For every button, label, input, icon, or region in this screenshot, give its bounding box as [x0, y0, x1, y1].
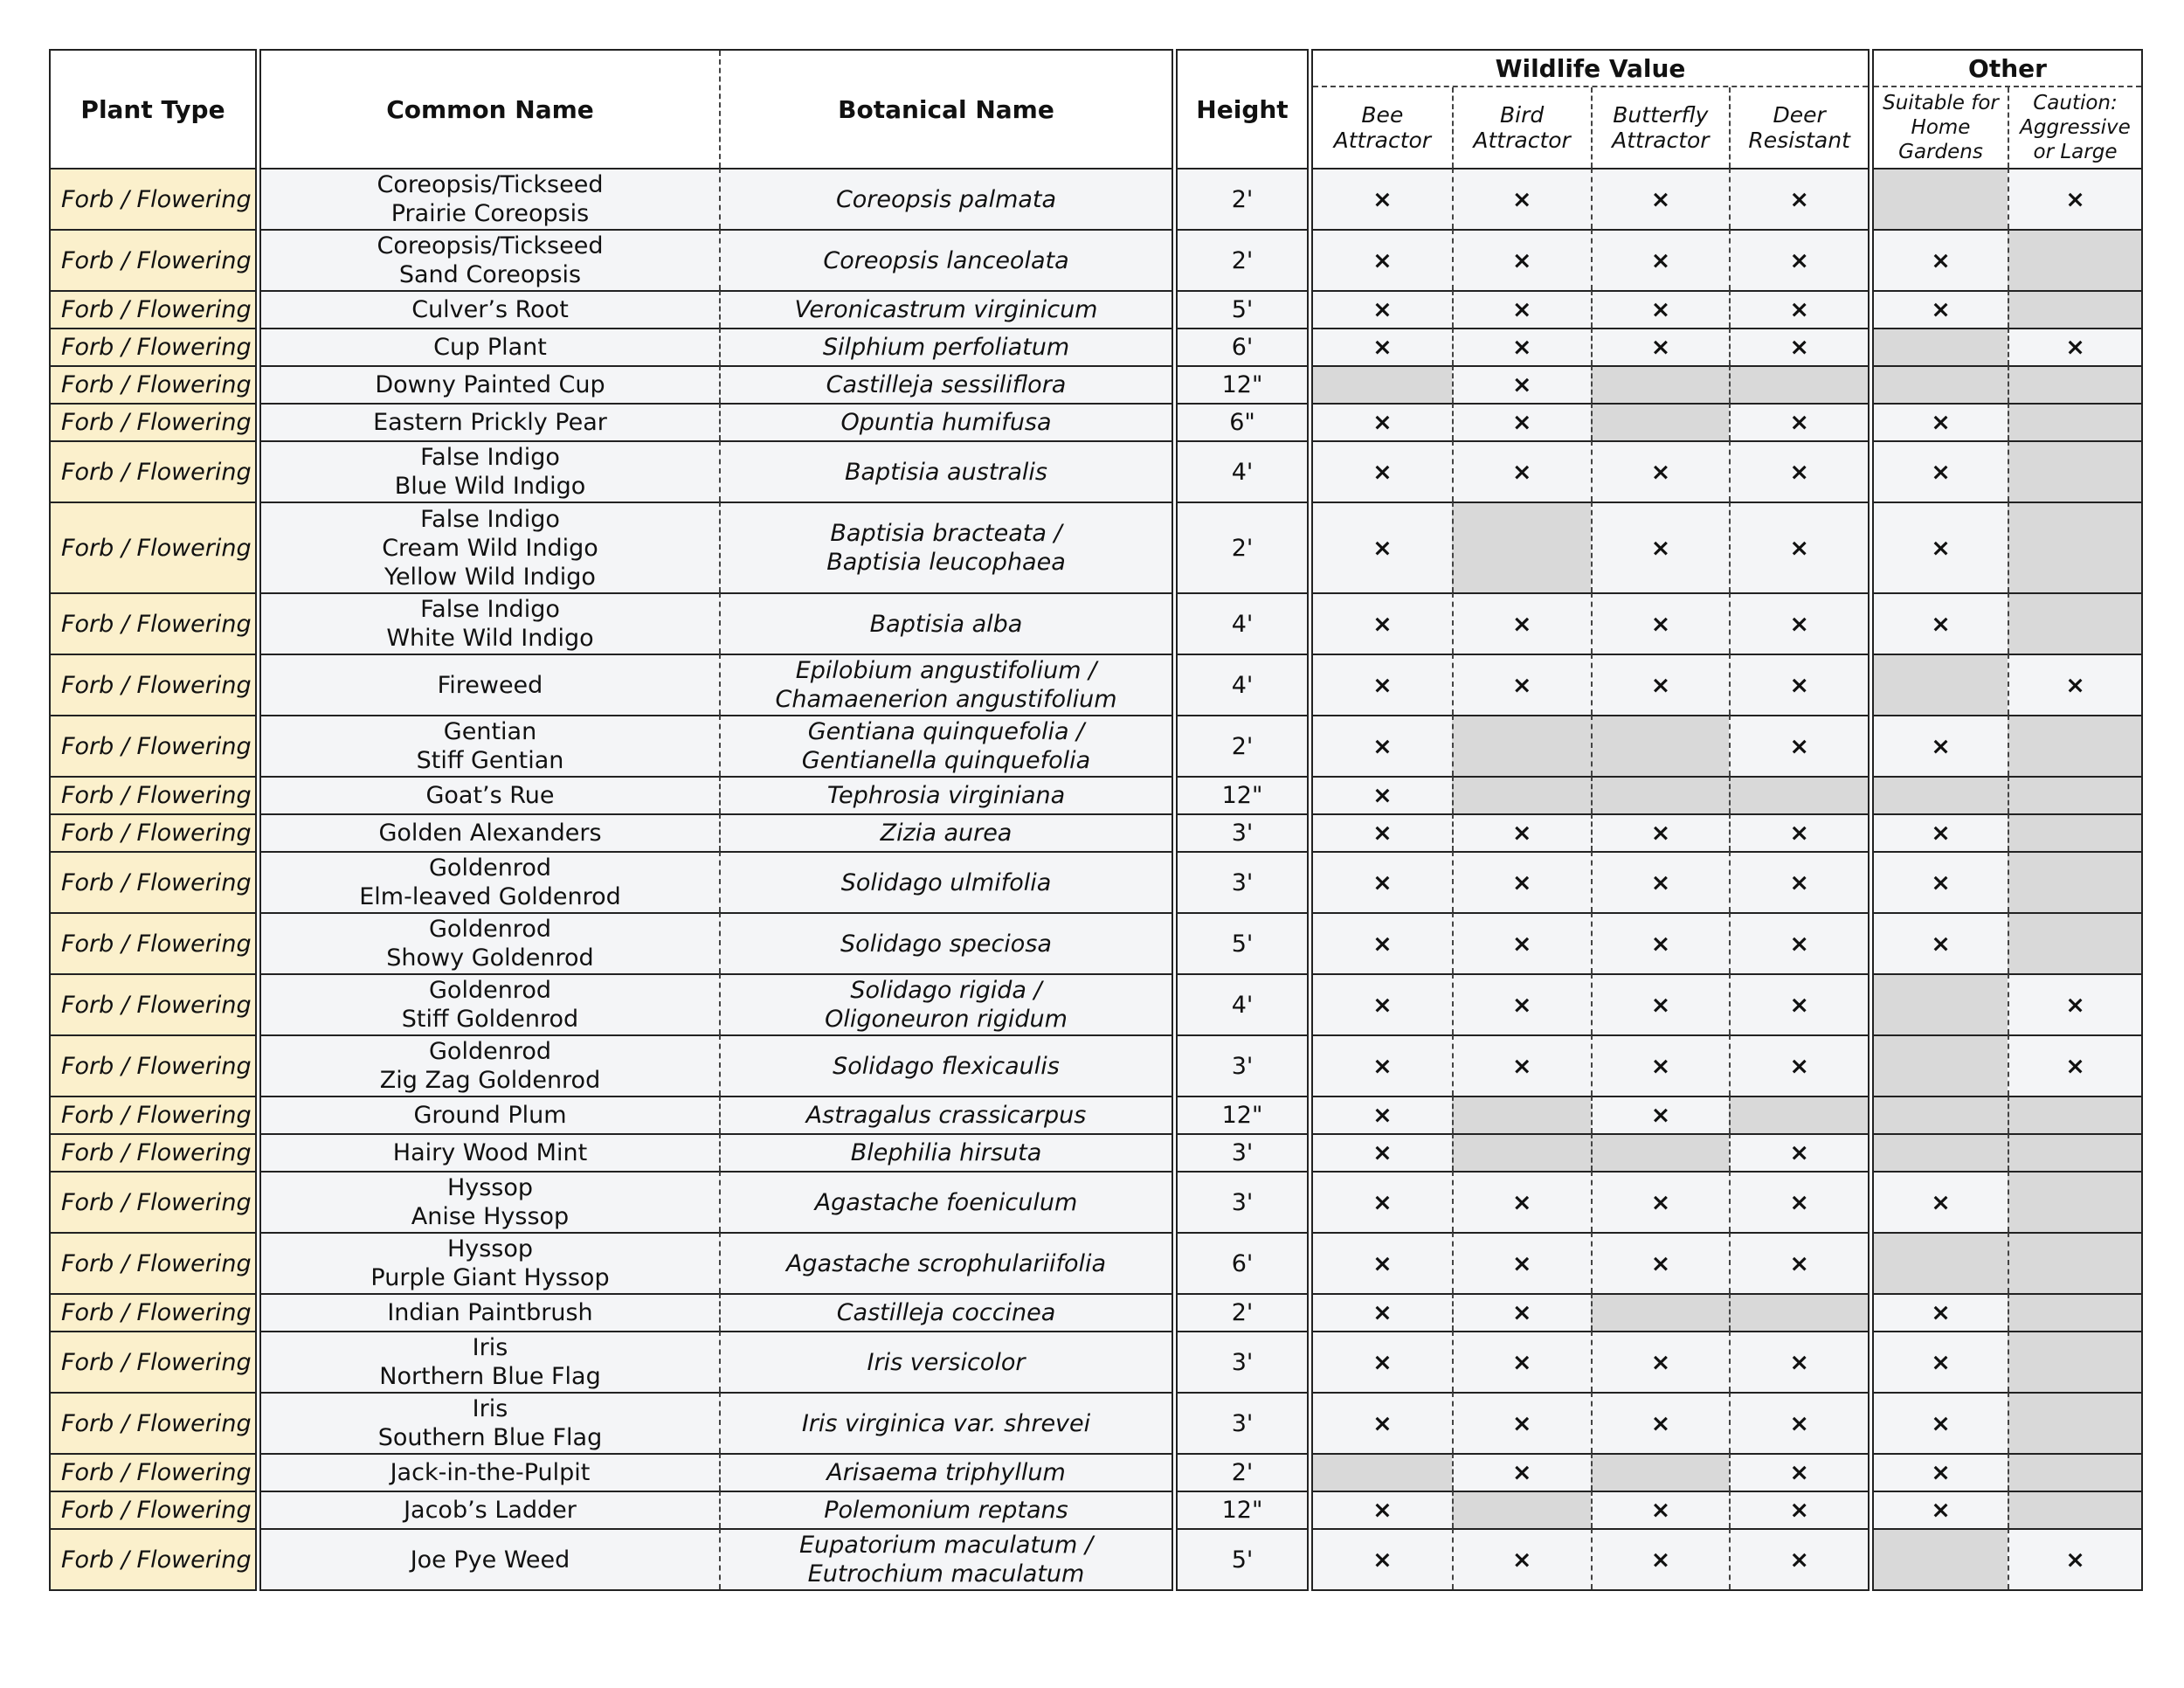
deer-cell: ×	[1729, 440, 1868, 502]
garden-cell	[1874, 1133, 2008, 1171]
plant-type-cell: Forb / Flowering	[51, 1133, 255, 1171]
height-cell: 6'	[1178, 1232, 1307, 1293]
garden-cell	[1874, 365, 2008, 403]
common-name-cell: Indian Paintbrush	[261, 1293, 719, 1331]
bee-cell: ×	[1313, 851, 1452, 912]
height-cell: 5'	[1178, 912, 1307, 973]
botanical-name-cell: Epilobium angustifolium / Chamaenerion angustifolium	[719, 654, 1171, 715]
bee-cell: ×	[1313, 1392, 1452, 1453]
botanical-name-cell: Solidago ulmifolia	[719, 851, 1171, 912]
garden-cell: ×	[1874, 813, 2008, 851]
height-cell: 3'	[1178, 1392, 1307, 1453]
bee-cell: ×	[1313, 1096, 1452, 1133]
bee-cell: ×	[1313, 813, 1452, 851]
deer-cell: ×	[1729, 715, 1868, 776]
butterfly-cell	[1591, 403, 1730, 440]
butterfly-cell: ×	[1591, 1096, 1730, 1133]
garden-cell	[1874, 776, 2008, 813]
plant-type-cell: Forb / Flowering	[51, 1034, 255, 1096]
plant-table	[49, 49, 2143, 1590]
botanical-name-cell: Iris virginica var. shrevei	[719, 1392, 1171, 1453]
height-cell: 2'	[1178, 1293, 1307, 1331]
caution-cell	[2008, 502, 2141, 592]
bird-cell: ×	[1452, 229, 1591, 290]
height-cell: 4'	[1178, 973, 1307, 1034]
height-cell: 2'	[1178, 229, 1307, 290]
botanical-name-cell: Coreopsis lanceolata	[719, 229, 1171, 290]
common-name-cell: Golden Alexanders	[261, 813, 719, 851]
plant-type-cell: Forb / Flowering	[51, 776, 255, 813]
height-column	[1176, 49, 1309, 1591]
botanical-name-cell: Solidago flexicaulis	[719, 1034, 1171, 1096]
butterfly-cell: ×	[1591, 440, 1730, 502]
caution-cell	[2008, 1491, 2141, 1528]
plant-type-cell: Forb / Flowering	[51, 1453, 255, 1491]
garden-cell	[1874, 328, 2008, 365]
garden-cell	[1874, 1034, 2008, 1096]
common-name-cell: Ground Plum	[261, 1096, 719, 1133]
bee-cell: ×	[1313, 1133, 1452, 1171]
deer-cell	[1729, 1293, 1868, 1331]
butterfly-cell: ×	[1591, 1528, 1730, 1589]
bird-cell: ×	[1452, 328, 1591, 365]
deer-cell: ×	[1729, 592, 1868, 654]
botanical-name-cell: Agastache foeniculum	[719, 1171, 1171, 1232]
common-name-cell: False Indigo White Wild Indigo	[261, 592, 719, 654]
bee-cell: ×	[1313, 912, 1452, 973]
common-name-cell: Gentian Stiff Gentian	[261, 715, 719, 776]
bird-cell: ×	[1452, 403, 1591, 440]
plant-type-column	[49, 49, 257, 1591]
common-name-cell: Goat’s Rue	[261, 776, 719, 813]
height-cell: 2'	[1178, 1453, 1307, 1491]
deer-cell: ×	[1729, 1392, 1868, 1453]
height-cell: 4'	[1178, 654, 1307, 715]
height-cell: 4'	[1178, 592, 1307, 654]
deer-cell: ×	[1729, 1232, 1868, 1293]
other-columns	[1872, 49, 2143, 1591]
garden-cell	[1874, 654, 2008, 715]
butterfly-cell	[1591, 1453, 1730, 1491]
bird-cell	[1452, 1491, 1591, 1528]
height-cell: 5'	[1178, 290, 1307, 328]
plant-type-cell: Forb / Flowering	[51, 813, 255, 851]
height-cell: 2'	[1178, 502, 1307, 592]
bee-cell: ×	[1313, 1232, 1452, 1293]
plant-type-cell: Forb / Flowering	[51, 502, 255, 592]
butterfly-cell: ×	[1591, 851, 1730, 912]
height-header: Height	[1178, 51, 1307, 168]
botanical-name-cell: Coreopsis palmata	[719, 168, 1171, 229]
height-cell: 6"	[1178, 403, 1307, 440]
common-name-cell: Goldenrod Zig Zag Goldenrod	[261, 1034, 719, 1096]
other-header: Other	[1874, 51, 2141, 87]
bee-cell: ×	[1313, 592, 1452, 654]
garden-cell: ×	[1874, 1171, 2008, 1232]
plant-type-cell: Forb / Flowering	[51, 1491, 255, 1528]
caution-cell	[2008, 440, 2141, 502]
botanical-name-cell: Arisaema triphyllum	[719, 1453, 1171, 1491]
height-cell: 3'	[1178, 851, 1307, 912]
bird-cell	[1452, 1133, 1591, 1171]
deer-cell: ×	[1729, 1034, 1868, 1096]
botanical-name-cell: Baptisia bracteata / Baptisia leucophaea	[719, 502, 1171, 592]
butterfly-cell: ×	[1591, 1171, 1730, 1232]
botanical-name-cell: Castilleja coccinea	[719, 1293, 1171, 1331]
common-name-cell: Goldenrod Stiff Goldenrod	[261, 973, 719, 1034]
garden-cell: ×	[1874, 229, 2008, 290]
height-cell: 3'	[1178, 1331, 1307, 1392]
name-columns	[259, 49, 1173, 1591]
botanical-name-cell: Baptisia australis	[719, 440, 1171, 502]
caution-cell: ×	[2008, 328, 2141, 365]
butterfly-cell: ×	[1591, 592, 1730, 654]
height-cell: 12"	[1178, 1491, 1307, 1528]
caution-cell	[2008, 1232, 2141, 1293]
deer-cell: ×	[1729, 1171, 1868, 1232]
bee-cell: ×	[1313, 715, 1452, 776]
bird-cell: ×	[1452, 1331, 1591, 1392]
botanical-name-cell: Agastache scrophulariifolia	[719, 1232, 1171, 1293]
bird-cell	[1452, 502, 1591, 592]
caution-cell	[2008, 592, 2141, 654]
butterfly-cell: ×	[1591, 1034, 1730, 1096]
plant-type-cell: Forb / Flowering	[51, 1392, 255, 1453]
bee-cell: ×	[1313, 1331, 1452, 1392]
botanical-name-cell: Polemonium reptans	[719, 1491, 1171, 1528]
common-name-cell: Jacob’s Ladder	[261, 1491, 719, 1528]
caution-cell	[2008, 776, 2141, 813]
caution-cell	[2008, 1096, 2141, 1133]
garden-cell: ×	[1874, 1293, 2008, 1331]
plant-type-cell: Forb / Flowering	[51, 592, 255, 654]
common-name-cell: Eastern Prickly Pear	[261, 403, 719, 440]
wildlife-value-columns	[1311, 49, 1870, 1591]
height-cell: 12"	[1178, 1096, 1307, 1133]
deer-resistant-header: Deer Resistant	[1729, 87, 1868, 168]
common-name-cell: Iris Southern Blue Flag	[261, 1392, 719, 1453]
bee-cell: ×	[1313, 1491, 1452, 1528]
butterfly-cell: ×	[1591, 1392, 1730, 1453]
plant-type-cell: Forb / Flowering	[51, 973, 255, 1034]
deer-cell: ×	[1729, 1453, 1868, 1491]
bee-cell: ×	[1313, 403, 1452, 440]
caution-cell: ×	[2008, 654, 2141, 715]
garden-cell	[1874, 168, 2008, 229]
common-name-cell: Coreopsis/Tickseed Sand Coreopsis	[261, 229, 719, 290]
caution-cell	[2008, 813, 2141, 851]
caution-cell: ×	[2008, 168, 2141, 229]
garden-cell: ×	[1874, 592, 2008, 654]
butterfly-cell: ×	[1591, 328, 1730, 365]
home-gardens-header: Suitable for Home Gardens	[1874, 87, 2008, 168]
botanical-name-cell: Silphium perfoliatum	[719, 328, 1171, 365]
bee-cell: ×	[1313, 1171, 1452, 1232]
botanical-name-cell: Blephilia hirsuta	[719, 1133, 1171, 1171]
common-name-cell: Culver’s Root	[261, 290, 719, 328]
plant-type-cell: Forb / Flowering	[51, 851, 255, 912]
butterfly-cell: ×	[1591, 1331, 1730, 1392]
deer-cell: ×	[1729, 654, 1868, 715]
bird-cell: ×	[1452, 592, 1591, 654]
bee-cell: ×	[1313, 1293, 1452, 1331]
botanical-name-cell: Opuntia humifusa	[719, 403, 1171, 440]
deer-cell	[1729, 365, 1868, 403]
garden-cell	[1874, 1528, 2008, 1589]
plant-type-cell: Forb / Flowering	[51, 365, 255, 403]
bee-cell	[1313, 365, 1452, 403]
caution-cell	[2008, 1293, 2141, 1331]
caution-cell	[2008, 1133, 2141, 1171]
garden-cell	[1874, 973, 2008, 1034]
garden-cell	[1874, 1232, 2008, 1293]
butterfly-cell	[1591, 1133, 1730, 1171]
deer-cell: ×	[1729, 290, 1868, 328]
caution-cell	[2008, 851, 2141, 912]
garden-cell: ×	[1874, 290, 2008, 328]
deer-cell: ×	[1729, 912, 1868, 973]
caution-cell	[2008, 1453, 2141, 1491]
height-cell: 2'	[1178, 715, 1307, 776]
deer-cell: ×	[1729, 1528, 1868, 1589]
bird-cell: ×	[1452, 1232, 1591, 1293]
plant-type-cell: Forb / Flowering	[51, 1331, 255, 1392]
garden-cell: ×	[1874, 1331, 2008, 1392]
garden-cell: ×	[1874, 912, 2008, 973]
deer-cell: ×	[1729, 1491, 1868, 1528]
garden-cell: ×	[1874, 502, 2008, 592]
plant-type-cell: Forb / Flowering	[51, 440, 255, 502]
bird-cell: ×	[1452, 365, 1591, 403]
caution-cell	[2008, 912, 2141, 973]
bird-cell: ×	[1452, 290, 1591, 328]
common-name-cell: Hyssop Anise Hyssop	[261, 1171, 719, 1232]
butterfly-cell: ×	[1591, 1491, 1730, 1528]
height-cell: 12"	[1178, 776, 1307, 813]
butterfly-cell: ×	[1591, 654, 1730, 715]
butterfly-cell: ×	[1591, 973, 1730, 1034]
plant-type-cell: Forb / Flowering	[51, 168, 255, 229]
deer-cell: ×	[1729, 973, 1868, 1034]
bird-cell: ×	[1452, 168, 1591, 229]
common-name-cell: Fireweed	[261, 654, 719, 715]
plant-type-cell: Forb / Flowering	[51, 229, 255, 290]
caution-cell	[2008, 1392, 2141, 1453]
deer-cell: ×	[1729, 328, 1868, 365]
garden-cell: ×	[1874, 1491, 2008, 1528]
deer-cell: ×	[1729, 502, 1868, 592]
common-name-header: Common Name	[261, 51, 719, 168]
bee-cell: ×	[1313, 502, 1452, 592]
bird-cell: ×	[1452, 1392, 1591, 1453]
bee-cell: ×	[1313, 168, 1452, 229]
bee-cell: ×	[1313, 1528, 1452, 1589]
botanical-name-cell: Tephrosia virginiana	[719, 776, 1171, 813]
botanical-name-cell: Iris versicolor	[719, 1331, 1171, 1392]
butterfly-cell: ×	[1591, 502, 1730, 592]
bird-cell: ×	[1452, 1528, 1591, 1589]
common-name-cell: Hairy Wood Mint	[261, 1133, 719, 1171]
bird-cell	[1452, 1096, 1591, 1133]
bee-cell: ×	[1313, 654, 1452, 715]
caution-cell	[2008, 1331, 2141, 1392]
bee-cell: ×	[1313, 973, 1452, 1034]
butterfly-cell	[1591, 1293, 1730, 1331]
garden-cell: ×	[1874, 1392, 2008, 1453]
plant-type-cell: Forb / Flowering	[51, 1528, 255, 1589]
botanical-name-cell: Veronicastrum virginicum	[719, 290, 1171, 328]
height-cell: 5'	[1178, 1528, 1307, 1589]
bird-cell: ×	[1452, 1293, 1591, 1331]
bird-cell: ×	[1452, 654, 1591, 715]
plant-type-cell: Forb / Flowering	[51, 1293, 255, 1331]
bird-cell: ×	[1452, 1034, 1591, 1096]
common-name-cell: Goldenrod Elm-leaved Goldenrod	[261, 851, 719, 912]
bird-cell: ×	[1452, 1171, 1591, 1232]
plant-type-cell: Forb / Flowering	[51, 1096, 255, 1133]
plant-type-cell: Forb / Flowering	[51, 403, 255, 440]
caution-cell: ×	[2008, 973, 2141, 1034]
bird-cell	[1452, 776, 1591, 813]
common-name-cell: Iris Northern Blue Flag	[261, 1331, 719, 1392]
botanical-name-cell: Solidago speciosa	[719, 912, 1171, 973]
common-name-cell: Joe Pye Weed	[261, 1528, 719, 1589]
deer-cell: ×	[1729, 168, 1868, 229]
height-cell: 3'	[1178, 1133, 1307, 1171]
caution-cell	[2008, 365, 2141, 403]
common-name-cell: Goldenrod Showy Goldenrod	[261, 912, 719, 973]
height-cell: 4'	[1178, 440, 1307, 502]
bee-cell: ×	[1313, 776, 1452, 813]
deer-cell: ×	[1729, 229, 1868, 290]
height-cell: 3'	[1178, 813, 1307, 851]
plant-type-cell: Forb / Flowering	[51, 290, 255, 328]
butterfly-cell: ×	[1591, 813, 1730, 851]
deer-cell: ×	[1729, 403, 1868, 440]
butterfly-cell: ×	[1591, 1232, 1730, 1293]
plant-type-cell: Forb / Flowering	[51, 912, 255, 973]
plant-type-cell: Forb / Flowering	[51, 1171, 255, 1232]
caution-cell	[2008, 403, 2141, 440]
caution-cell	[2008, 229, 2141, 290]
height-cell: 2'	[1178, 168, 1307, 229]
deer-cell	[1729, 776, 1868, 813]
garden-cell: ×	[1874, 440, 2008, 502]
botanical-name-cell: Eupatorium maculatum / Eutrochium maculatum	[719, 1528, 1171, 1589]
garden-cell: ×	[1874, 403, 2008, 440]
bird-cell: ×	[1452, 973, 1591, 1034]
botanical-name-cell: Astragalus crassicarpus	[719, 1096, 1171, 1133]
plant-type-cell: Forb / Flowering	[51, 1232, 255, 1293]
plant-type-cell: Forb / Flowering	[51, 715, 255, 776]
garden-cell: ×	[1874, 715, 2008, 776]
common-name-cell: Jack-in-the-Pulpit	[261, 1453, 719, 1491]
deer-cell: ×	[1729, 851, 1868, 912]
common-name-cell: Downy Painted Cup	[261, 365, 719, 403]
common-name-cell: Hyssop Purple Giant Hyssop	[261, 1232, 719, 1293]
deer-cell	[1729, 1096, 1868, 1133]
bee-cell	[1313, 1453, 1452, 1491]
butterfly-attractor-header: Butterfly Attractor	[1591, 87, 1730, 168]
garden-cell: ×	[1874, 1453, 2008, 1491]
plant-type-header: Plant Type	[51, 51, 255, 168]
height-cell: 3'	[1178, 1171, 1307, 1232]
common-name-cell: False Indigo Cream Wild Indigo Yellow Wild Indigo	[261, 502, 719, 592]
bird-attractor-header: Bird Attractor	[1452, 87, 1591, 168]
caution-cell: ×	[2008, 1034, 2141, 1096]
caution-cell	[2008, 1171, 2141, 1232]
botanical-name-cell: Baptisia alba	[719, 592, 1171, 654]
butterfly-cell	[1591, 365, 1730, 403]
common-name-cell: False Indigo Blue Wild Indigo	[261, 440, 719, 502]
bird-cell: ×	[1452, 1453, 1591, 1491]
bee-cell: ×	[1313, 229, 1452, 290]
botanical-name-cell: Solidago rigida / Oligoneuron rigidum	[719, 973, 1171, 1034]
deer-cell: ×	[1729, 813, 1868, 851]
bird-cell	[1452, 715, 1591, 776]
garden-cell	[1874, 1096, 2008, 1133]
bird-cell: ×	[1452, 813, 1591, 851]
bee-cell: ×	[1313, 290, 1452, 328]
botanical-name-cell: Zizia aurea	[719, 813, 1171, 851]
wildlife-value-header: Wildlife Value	[1313, 51, 1868, 87]
height-cell: 3'	[1178, 1034, 1307, 1096]
height-cell: 6'	[1178, 328, 1307, 365]
botanical-name-header: Botanical Name	[719, 51, 1171, 168]
common-name-cell: Cup Plant	[261, 328, 719, 365]
bird-cell: ×	[1452, 851, 1591, 912]
caution-header: Caution: Aggressive or Large	[2008, 87, 2141, 168]
bee-cell: ×	[1313, 328, 1452, 365]
bird-cell: ×	[1452, 440, 1591, 502]
common-name-cell: Coreopsis/Tickseed Prairie Coreopsis	[261, 168, 719, 229]
caution-cell	[2008, 715, 2141, 776]
butterfly-cell	[1591, 776, 1730, 813]
botanical-name-cell: Castilleja sessiliflora	[719, 365, 1171, 403]
bee-attractor-header: Bee Attractor	[1313, 87, 1452, 168]
deer-cell: ×	[1729, 1133, 1868, 1171]
butterfly-cell: ×	[1591, 168, 1730, 229]
plant-type-cell: Forb / Flowering	[51, 328, 255, 365]
butterfly-cell: ×	[1591, 229, 1730, 290]
bee-cell: ×	[1313, 440, 1452, 502]
bee-cell: ×	[1313, 1034, 1452, 1096]
caution-cell: ×	[2008, 1528, 2141, 1589]
height-cell: 12"	[1178, 365, 1307, 403]
botanical-name-cell: Gentiana quinquefolia / Gentianella quinquefolia	[719, 715, 1171, 776]
butterfly-cell: ×	[1591, 290, 1730, 328]
caution-cell	[2008, 290, 2141, 328]
bird-cell: ×	[1452, 912, 1591, 973]
butterfly-cell: ×	[1591, 912, 1730, 973]
butterfly-cell	[1591, 715, 1730, 776]
plant-type-cell: Forb / Flowering	[51, 654, 255, 715]
deer-cell: ×	[1729, 1331, 1868, 1392]
garden-cell: ×	[1874, 851, 2008, 912]
